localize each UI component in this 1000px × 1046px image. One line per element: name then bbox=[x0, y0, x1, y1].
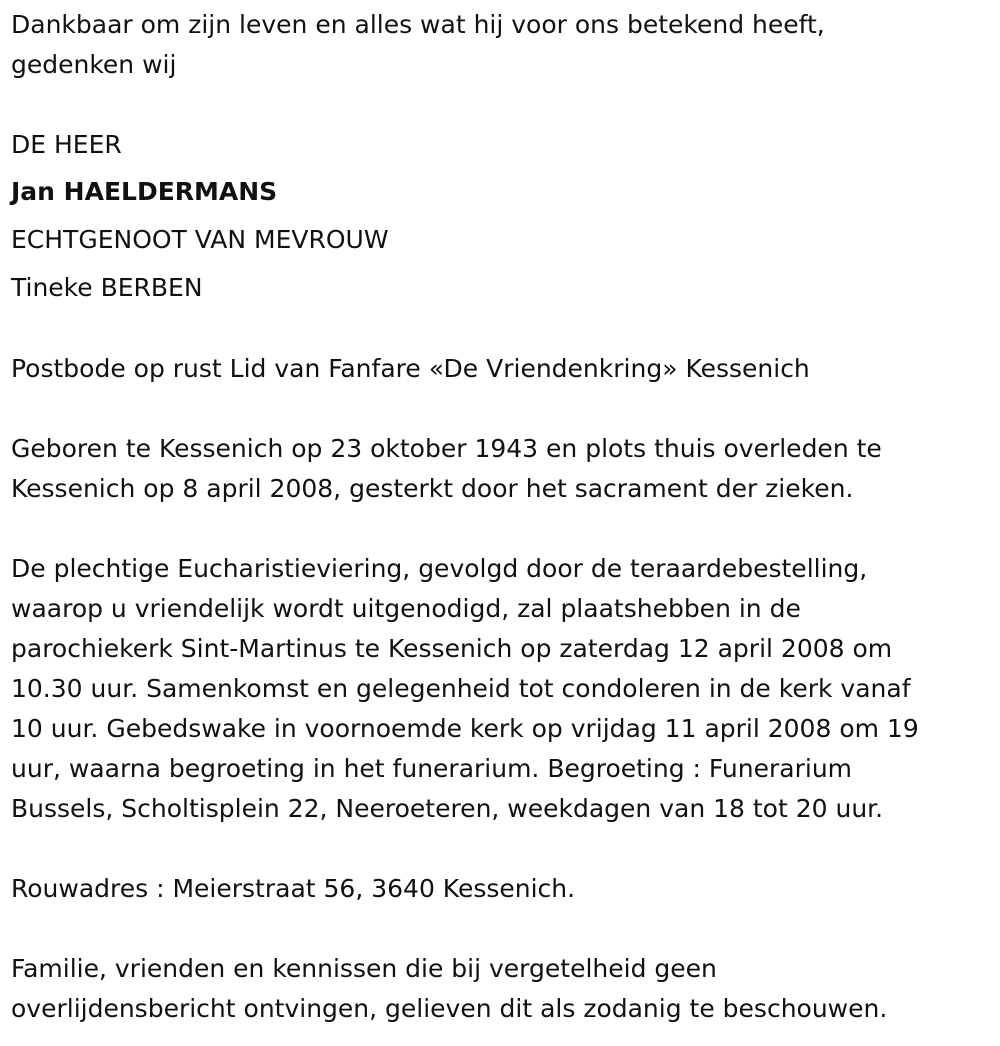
ceremony-line: 10 uur. Gebedswake in voornoemde kerk op vrijdag 11 april 2008 om 19 bbox=[11, 714, 919, 743]
ceremony-line: Bussels, Scholtisplein 22, Neeroeteren, weekdagen van 18 tot 20 uur. bbox=[11, 794, 884, 823]
relation-label: ECHTGENOOT VAN MEVROUW bbox=[11, 225, 389, 254]
spouse-name: Tineke BERBEN bbox=[11, 273, 203, 302]
ceremony-line: waarop u vriendelijk wordt uitgenodigd, zal plaatshebben in de bbox=[11, 594, 801, 623]
honorific-title: DE HEER bbox=[11, 130, 122, 159]
ceremony-line: uur, waarna begroeting in het funerarium. Begroeting : Funerarium bbox=[11, 754, 853, 783]
intro-paragraph bbox=[11, 5, 986, 85]
mourning-address: Rouwadres : Meierstraat 56, 3640 Kessenich. bbox=[11, 874, 576, 903]
intro-line: gedenken wij bbox=[11, 50, 177, 79]
birth-death-line: Kessenich op 8 april 2008, gesterkt door het sacrament der zieken. bbox=[11, 474, 854, 503]
ceremony-line: 10.30 uur. Samenkomst en gelegenheid tot condoleren in de kerk vanaf bbox=[11, 674, 911, 703]
birth-death-line: Geboren te Kessenich op 23 oktober 1943 en plots thuis overleden te bbox=[11, 434, 882, 463]
deceased-name: Jan HAELDERMANS bbox=[11, 177, 278, 206]
ceremony-paragraph bbox=[11, 549, 986, 829]
intro-line: Dankbaar om zijn leven en alles wat hij voor ons betekend heeft, bbox=[11, 10, 825, 39]
occupation-text: Postbode op rust Lid van Fanfare «De Vriendenkring» Kessenich bbox=[11, 354, 810, 383]
ceremony-line: parochiekerk Sint-Martinus te Kessenich op zaterdag 12 april 2008 om bbox=[11, 634, 893, 663]
ceremony-line: De plechtige Eucharistieviering, gevolgd door de teraardebestelling, bbox=[11, 554, 868, 583]
family-note-paragraph bbox=[11, 949, 986, 1029]
family-note-line: overlijdensbericht ontvingen, gelieven dit als zodanig te beschouwen. bbox=[11, 994, 888, 1023]
birth-death-paragraph bbox=[11, 429, 986, 509]
family-note-line: Familie, vrienden en kennissen die bij vergetelheid geen bbox=[11, 954, 717, 983]
